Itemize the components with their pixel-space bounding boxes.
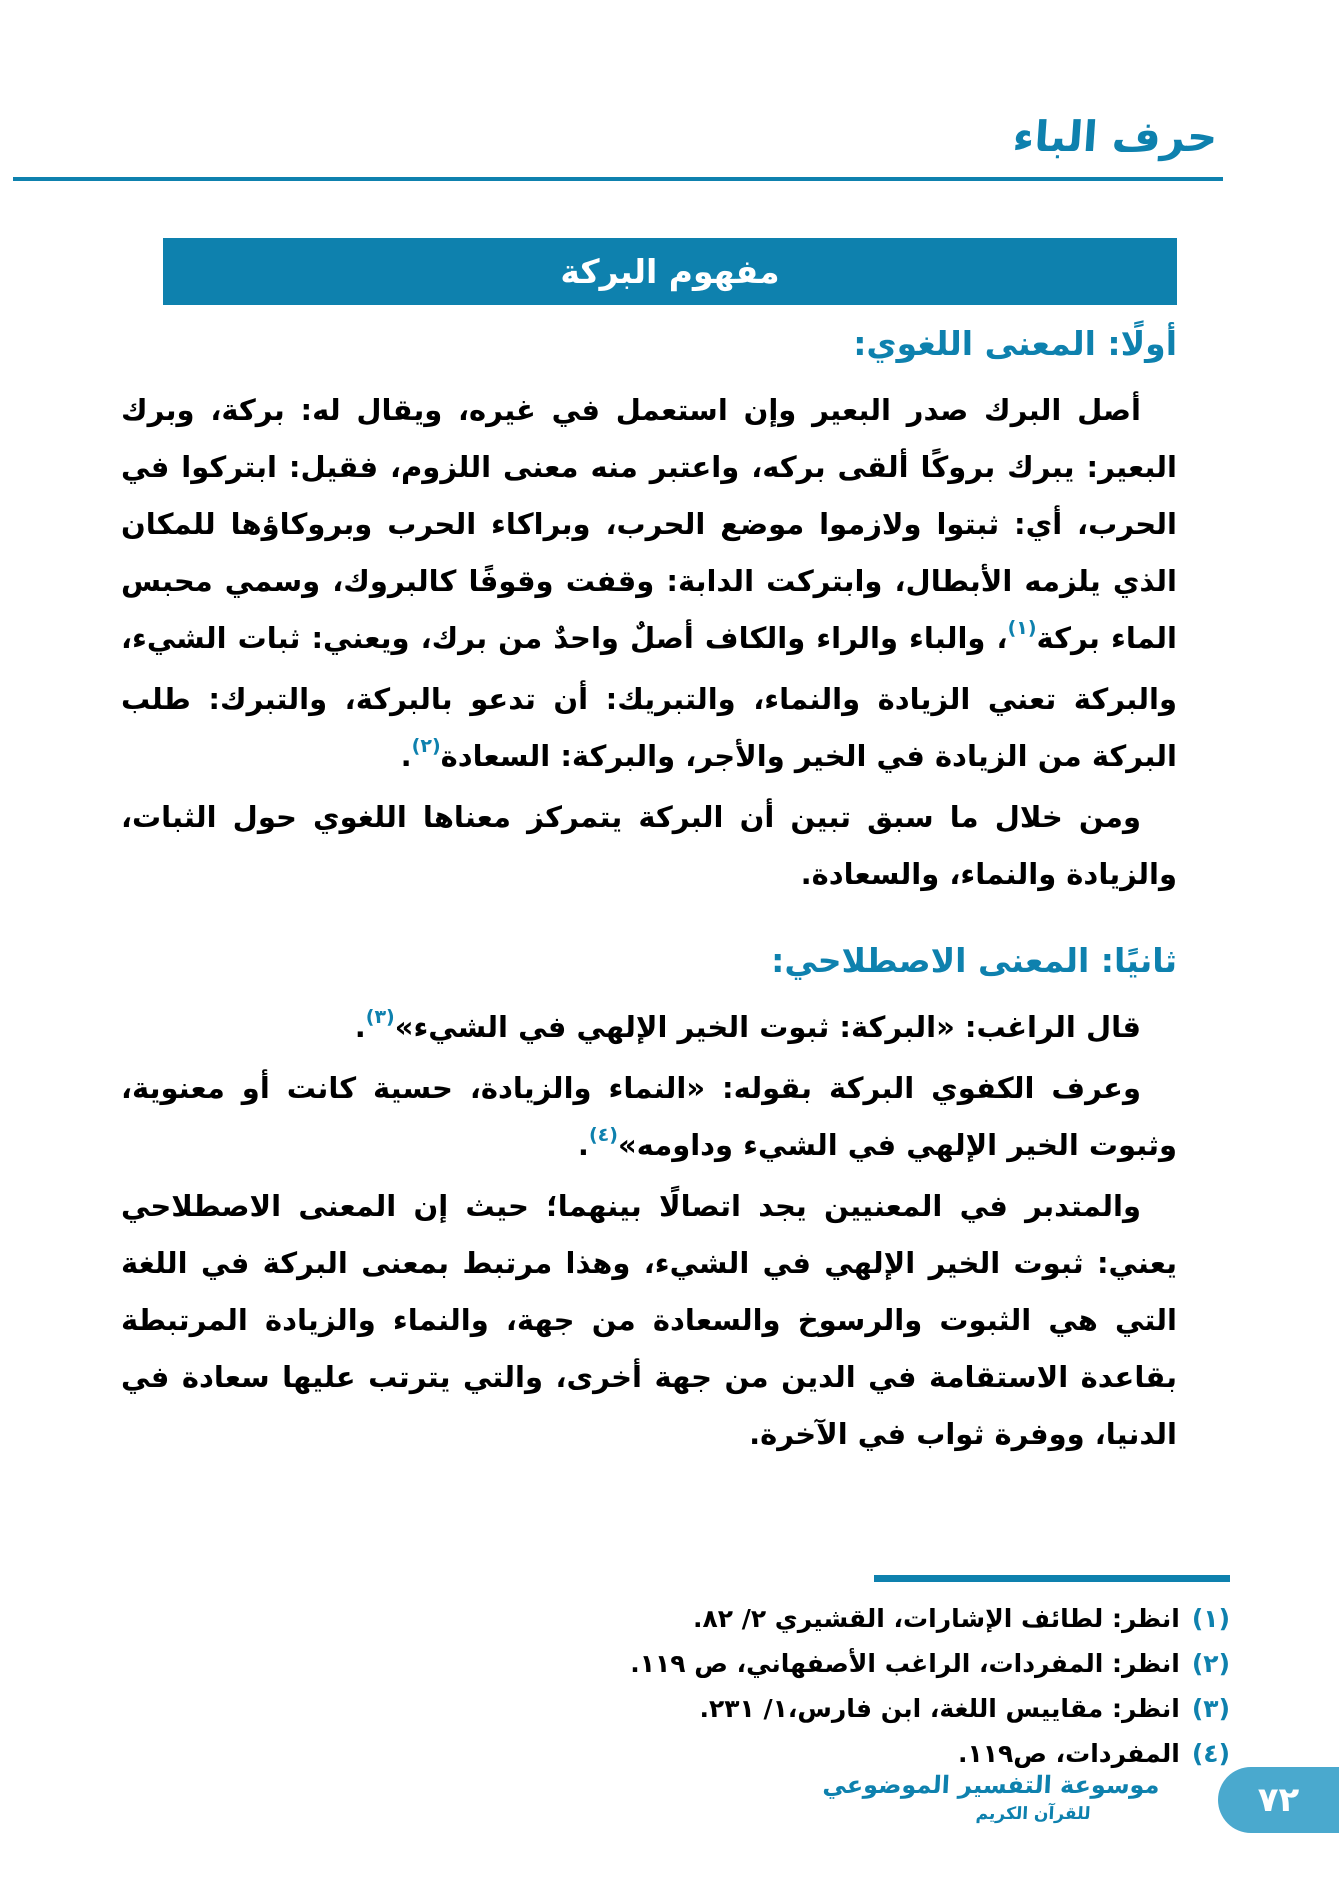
footnote-text: انظر: لطائف الإشارات، القشيري ٢/ ٨٢. [692, 1604, 1180, 1633]
chapter-header-title: حرف الباء [1010, 112, 1219, 161]
header-rule [13, 177, 1223, 181]
footnotes-divider [874, 1575, 1230, 1582]
footnote-number: (٢) [1191, 1649, 1230, 1678]
footnote-text: انظر: المفردات، الراغب الأصفهاني، ص ١١٩. [630, 1649, 1180, 1678]
publisher-logo-title: موسوعة التفسير الموضوعي [821, 1771, 1161, 1799]
footnote-ref-3: (٣) [365, 1006, 395, 1028]
footnotes-section [570, 1575, 1230, 1776]
paragraph-connection: والمتدبر في المعنيين يجد اتصالًا بينهما؛ حيث إن المعنى الاصطلاحي يعني: ثبوت الخير الإلهي في الشيء، وهذا مرتبط بمعنى البركة في اللغة التي هي الثبوت والرسوخ والسعادة من جهة، والنماء والزيادة المرتبطة بقاعدة الاستقامة في الدين من جهة أخرى، والتي يترتب عليها سعادة في الدنيا، ووفرة ثواب في الآخرة. [121, 1189, 1177, 1451]
section-title: مفهوم البركة [560, 252, 780, 291]
footnote-text: المفردات، ص١١٩. [957, 1739, 1180, 1768]
footnote-row [570, 1686, 1230, 1731]
footnote-number: (١) [1191, 1604, 1230, 1633]
heading-linguistic-meaning: أولًا: المعنى اللغوي: [853, 324, 1177, 363]
heading-terminological-meaning: ثانيًا: المعنى الاصطلاحي: [771, 941, 1177, 980]
footnote-text: انظر: مقاييس اللغة، ابن فارس،١/ ٢٣١. [699, 1694, 1180, 1723]
paragraph-text: . [354, 1010, 366, 1044]
paragraph-text: قال الراغب: «البركة: ثبوت الخير الإلهي في الشيء» [394, 1010, 1141, 1044]
paragraph-raghib-definition [121, 999, 1177, 1060]
footnote-row [570, 1596, 1230, 1641]
footnote-number: (٤) [1191, 1739, 1230, 1768]
publisher-logo-subtitle: للقرآن الكريم [975, 1804, 1092, 1824]
paragraph-lexical-origin [121, 382, 1177, 789]
paragraph-text: ، والباء والراء والكاف أصلٌ واحدٌ من برك، ويعني: ثبات الشيء، والبركة تعني الزيادة والنماء، والتبريك: أن تدعو بالبركة، والتبرك: طلب البركة من الزيادة في الخير والأجر، والبركة: السعادة [121, 621, 1177, 773]
footnote-ref-2: (٢) [411, 735, 441, 757]
paragraph-kafawi-definition [121, 1060, 1177, 1178]
paragraph-text: . [400, 739, 412, 773]
paragraph-text: . [577, 1128, 589, 1162]
footnote-ref-4: (٤) [588, 1124, 618, 1146]
main-content [121, 320, 1177, 1463]
page-number-badge [1218, 1767, 1339, 1833]
section-title-bar [163, 238, 1177, 305]
page-number: ٧٢ [1257, 1780, 1300, 1820]
paragraph-text: أصل البرك صدر البعير وإن استعمل في غيره، ويقال له: بركة، وبرك البعير: يبرك بروكًا ألقى بركه، واعتبر منه معنى اللزوم، فقيل: ابتركوا في الحرب، أي: ثبتوا ولازموا موضع الحرب، وبراكاء الحرب وبروكاؤها للمكان الذي يلزمه الأبطال، وابتركت الدابة: وقفت وقوفًا كالبروك، وسمي محبس الماء بركة [121, 393, 1177, 655]
paragraph-text: وعرف الكفوي البركة بقوله: «النماء والزيادة، حسية كانت أو معنوية، وثبوت الخير الإلهي في الشيء وداومه» [121, 1071, 1177, 1162]
footnote-row [570, 1641, 1230, 1686]
footnote-ref-1: (١) [1007, 617, 1037, 639]
paragraph-summary: ومن خلال ما سبق تبين أن البركة يتمركز معناها اللغوي حول الثبات، والزيادة والنماء، والسعادة. [121, 800, 1177, 891]
footnote-number: (٣) [1191, 1694, 1230, 1723]
publisher-logo [821, 1768, 1161, 1826]
